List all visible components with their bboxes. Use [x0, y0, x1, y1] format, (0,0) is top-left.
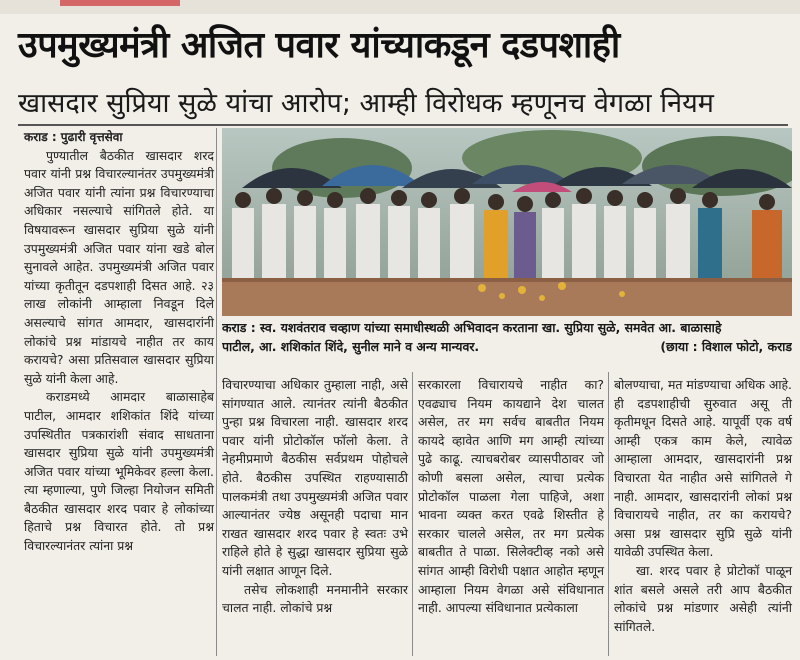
article-column-3: [418, 376, 604, 618]
caption-line-2: पाटील, आ. शशिकांत शिंदे, सुनील माने व अन्य मान्यवर.: [222, 339, 480, 354]
paragraph: सरकारला विचारायचे नाहीत का? एवढ्याच नियम कायद्याने देश चालत असेल, तर मग सर्वच बाबतीत नियम कायदे व्हावेत आणि मग आम्ही त्यांच्या पुढे काढू. त्याचबरोबर व्यासपीठावर जो कोणी बसला असेल, त्याचा प्रत्येक प्रोटोकॉल पाळला गेला पाहिजे, अशा भावना व्यक्त करत एवढे शिस्तीत हे सरकार चालले असेल, तर मग प्रत्येक बाबतीत ते पाळा. सिलेक्टीव्ह नको असे सांगत आम्ही विरोधी पक्षात आहोत म्हणून आम्हाला नियम वेगळा असे संविधानात नाही. आपल्या संविधानात प्रत्येकाला: [418, 377, 604, 616]
paragraph: खा. शरद पवार हे प्रोटोकॉ पाळून शांत बसले असले तरी आप बैठकीत लोकांचे प्रश्न मांडणार असेही त्यांनी सांगितले.: [614, 562, 792, 634]
headline-rule: [18, 124, 788, 126]
paragraph: तसेच लोकशाही मनमानीने सरकार चालत नाही. लोकांचे प्रश्न: [222, 581, 408, 616]
column-separator: [608, 372, 609, 656]
article-column-1: [24, 128, 214, 556]
caption-line-1: कराड : स्व. यशवंतराव चव्हाण यांच्या समाधीस्थळी अभिवादन करताना खा. सुप्रिया सुळे, समवेत आ. बाळासाहे: [222, 320, 722, 335]
dateline: कराड : पुढारी वृत्तसेवा: [24, 130, 123, 144]
paragraph: पुण्यातील बैठकीत खासदार शरद पवार यांनी प्रश्न विचारल्यानंतर उपमुख्यमंत्री अजित पवार यांनी त्यांना प्रश्न विचारण्याचा अधिकार नसल्याचे सांगितले होते. या विषयावरून खासदार सुप्रिया सुळे यांनी उपमुख्यमंत्री अजित पवार यांना खडे बोल सुनावले आहेत. उपमुख्यमंत्री अजित पवार यांच्या कृतीतून दडपशाही दिसत आहे. २३ लाख लोकांनी आम्हाला निवडून दिले असल्याचे सांगत आमदार, खासदारांनी लोकांचे प्रश्न मांडायचे नाहीत तर काय करायचे? असा प्रतिसवाल खासदार सुप्रिया सुळे यांनी केला आहे.: [24, 147, 214, 386]
top-strip: [0, 0, 800, 14]
paragraph: विचारण्याचा अधिकार तुम्हाला नाही, असे सांगण्यात आले. त्यानंतर त्यांनी बैठकीत पुन्हा प्रश्न विचारला नाही. खासदार शरद पवार यांनी प्रोटोकॉल फॉलो केला. ते नेहमीप्रमाणे बैठकीस सर्वप्रथम पोहोचले होते. बैठकीस उपस्थित राहण्यासाठी पालकमंत्री तथा उपमुख्यमंत्री अजित पवार आल्यानंतर ज्येष्ठ असूनही पदाचा मान राखत खासदार शरद पवार हे स्वतः उभे राहिले होते हे सुद्धा खासदार सुप्रिया सुळे यांनी लक्षात आणून दिले.: [222, 377, 408, 578]
column-separator: [216, 128, 217, 656]
headline: उपमुख्यमंत्री अजित पवार यांच्याकडून दडपशाही: [18, 25, 620, 66]
photo-caption: [222, 318, 792, 356]
article-column-2: [222, 376, 408, 618]
paragraph: बोलण्याचा, मत मांडण्याचा अधिक आहे. ही दडपशाहीची सुरुवात असू ती कृतीमधून दिसते आहे. यापूर्वी एक वर्ष आम्ही एकत्र काम केले, त्यावेळ आम्हाला आमदार, खासदारांनी प्रश्न विचारता येत नाहीत असे सांगितले गे नाही. आमदार, खासदारांनी लोकां प्रश्न विचारायचे नाहीत, तर का करायचे? असा प्रश्न खासदार सुप्रि सुळे यांनी यावेळी उपस्थित केला.: [614, 377, 792, 560]
news-photo: [222, 128, 792, 316]
column-separator: [412, 372, 413, 656]
article-column-4: [614, 376, 792, 636]
paragraph: कराडमध्ये आमदार बाळासाहेब पाटील, आमदार शशिकांत शिंदे यांच्या उपस्थितीत पत्रकारांशी संवाद साधताना खासदार सुप्रिया सुळे यांनी उपमुख्यमंत्री अजित पवार यांच्या भूमिकेवर हल्ला केला. त्या म्हणाल्या, पुणे जिल्हा नियोजन समिती बैठकीत खासदार शरद पवार हे लोकांच्या हिताचे प्रश्न विचारत होते. तो प्रश्न विचारल्यानंतर त्यांना प्रश्न: [24, 389, 214, 554]
subheadline: खासदार सुप्रिया सुळे यांचा आरोप; आम्ही विरोधक म्हणूनच वेगळा नियम: [18, 88, 714, 119]
photo-credit: (छाया : विशाल फोटो, कराड: [660, 339, 792, 354]
